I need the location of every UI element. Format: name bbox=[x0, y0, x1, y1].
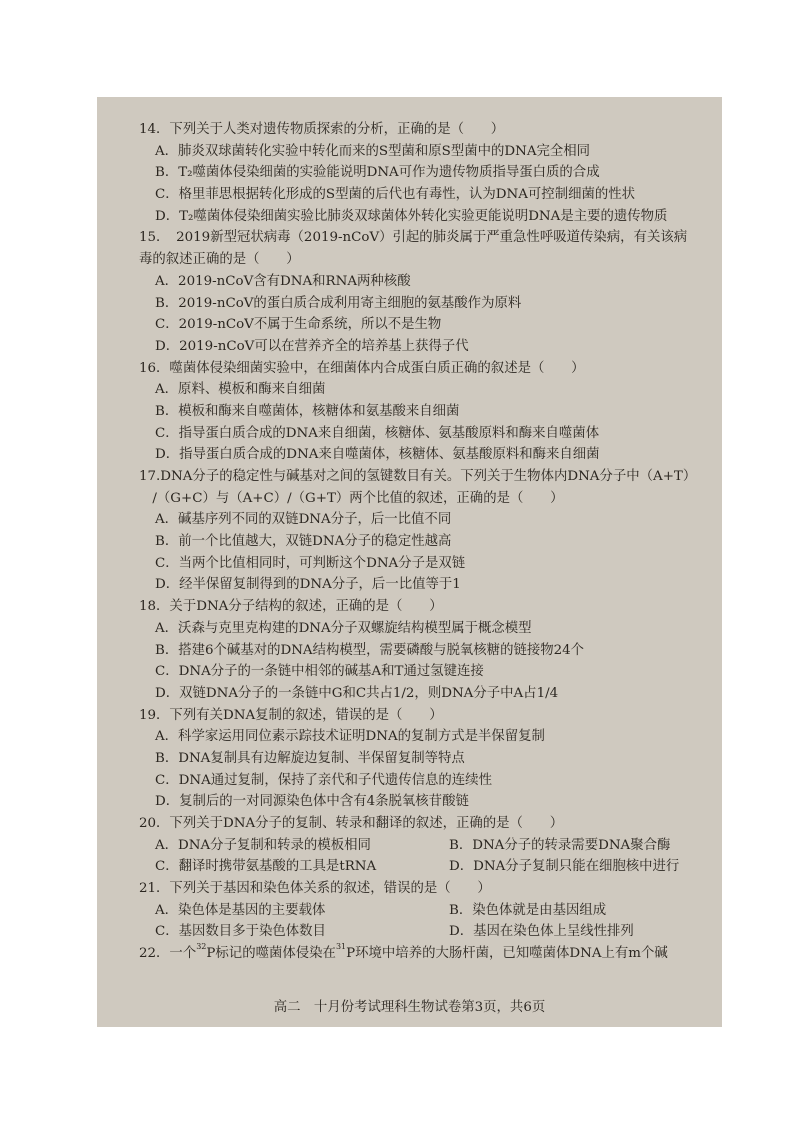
question-stem: 21．下列关于基因和染色体关系的叙述，错误的是（ ） bbox=[139, 881, 491, 897]
answer-option: B．模板和酶来自噬菌体，核糖体和氨基酸来自细菌 bbox=[155, 403, 460, 419]
q22-sup-31: 31 bbox=[335, 943, 347, 952]
answer-option: B．DNA复制具有边解旋边复制、半保留复制等特点 bbox=[155, 750, 465, 766]
answer-option-row bbox=[139, 835, 704, 857]
answer-option-row bbox=[139, 856, 704, 878]
answer-option: A．2019-nCoV含有DNA和RNA两种核酸 bbox=[155, 273, 411, 289]
answer-option: B．染色体就是由基因组成 bbox=[449, 902, 607, 918]
answer-option: A．肺炎双球菌转化实验中转化而来的S型菌和原S型菌中的DNA完全相同 bbox=[155, 143, 591, 159]
answer-option: C．基因数目多于染色体数目 bbox=[155, 924, 326, 940]
answer-option: C．当两个比值相同时，可判断这个DNA分子是双链 bbox=[155, 555, 466, 571]
answer-option: D．双链DNA分子的一条链中G和C共占1/2，则DNA分子中A占1/4 bbox=[155, 685, 559, 701]
question-stem: 18．关于DNA分子结构的叙述，正确的是（ ） bbox=[139, 599, 443, 615]
page-footer: 高二 十月份考试理科生物试卷第3页，共6页 bbox=[273, 1000, 546, 1015]
answer-option-row bbox=[139, 921, 704, 943]
answer-option: D．DNA分子复制只能在细胞核中进行 bbox=[449, 859, 680, 875]
question-stem: 毒的叙述正确的是（ ） bbox=[139, 252, 300, 268]
answer-option: C．指导蛋白质合成的DNA来自细菌，核糖体、氨基酸原料和酶来自噬菌体 bbox=[155, 425, 600, 441]
question-stem: /（G+C）与（A+C）/（G+T）两个比值的叙述，正确的是（ ） bbox=[139, 490, 564, 506]
question-stem: 20．下列关于DNA分子的复制、转录和翻译的叙述，正确的是（ ） bbox=[139, 816, 564, 831]
question-list bbox=[139, 119, 704, 943]
answer-option-row bbox=[139, 900, 704, 922]
q22-prefix: 22．一个 bbox=[139, 946, 197, 962]
exam-page bbox=[97, 97, 722, 1027]
answer-option: C．格里菲思根据转化形成的S型菌的后代也有毒性，认为DNA可控制细菌的性状 bbox=[155, 187, 636, 203]
answer-option: C．DNA通过复制，保持了亲代和子代遗传信息的连续性 bbox=[155, 772, 492, 788]
answer-option: D．指导蛋白质合成的DNA来自噬菌体，核糖体、氨基酸原料和酶来自细菌 bbox=[155, 447, 600, 463]
answer-option: A．碱基序列不同的双链DNA分子，后一比值不同 bbox=[155, 512, 452, 528]
q22-suffix: P环境中培养的大肠杆菌，已知噬菌体DNA上有m个碱 bbox=[346, 946, 668, 962]
answer-option: B．T₂噬菌体侵染细菌的实验能说明DNA可作为遗传物质指导蛋白质的合成 bbox=[155, 165, 600, 181]
answer-option: A．科学家运用同位素示踪技术证明DNA的复制方式是半保留复制 bbox=[155, 729, 545, 745]
q22-sup-32: 32 bbox=[196, 943, 207, 952]
question-stem: 19．下列有关DNA复制的叙述，错误的是（ ） bbox=[139, 707, 443, 723]
question-22 bbox=[139, 943, 704, 965]
answer-option: C．翻译时携带氨基酸的工具是tRNA bbox=[155, 859, 377, 875]
answer-option: A．原料、模板和酶来自细菌 bbox=[155, 382, 326, 398]
answer-option: D．复制后的一对同源染色体中含有4条脱氧核苷酸链 bbox=[155, 794, 469, 810]
answer-option: B．搭建6个碱基对的DNA结构模型，需要磷酸与脱氧核糖的链接物24个 bbox=[155, 642, 585, 658]
answer-option: A．DNA分子复制和转录的模板相同 bbox=[155, 837, 371, 853]
q22-mid: P标记的噬菌体侵染在 bbox=[206, 946, 336, 962]
question-stem: 16．噬菌体侵染细菌实验中，在细菌体内合成蛋白质正确的叙述是（ ） bbox=[139, 360, 585, 376]
answer-option: D．2019-nCoV可以在营养齐全的培养基上获得子代 bbox=[155, 338, 469, 354]
answer-option: C．2019-nCoV不属于生命系统，所以不是生物 bbox=[155, 317, 442, 333]
answer-option: A．沃森与克里克构建的DNA分子双螺旋结构模型属于概念模型 bbox=[155, 620, 532, 636]
answer-option: B．DNA分子的转录需要DNA聚合酶 bbox=[449, 837, 671, 853]
answer-option: D．经半保留复制得到的DNA分子，后一比值等于1 bbox=[155, 577, 461, 593]
answer-option: B．前一个比值越大，双链DNA分子的稳定性越高 bbox=[155, 534, 452, 550]
answer-option: D．T₂噬菌体侵染细菌实验比肺炎双球菌体外转化实验更能说明DNA是主要的遗传物质 bbox=[155, 208, 668, 224]
answer-option: D．基因在染色体上呈线性排列 bbox=[449, 924, 634, 940]
answer-option: A．染色体是基因的主要载体 bbox=[155, 902, 326, 918]
answer-option: C．DNA分子的一条链中相邻的碱基A和T通过氢键连接 bbox=[155, 664, 484, 680]
question-stem: 15． 2019新型冠状病毒（2019-nCoV）引起的肺炎属于严重急性呼吸道传染病，有关该病 bbox=[139, 230, 688, 246]
question-stem: 17.DNA分子的稳定性与碱基对之间的氢键数目有关。下列关于生物体内DNA分子中（A+T） bbox=[139, 469, 697, 484]
answer-option: B．2019-nCoV的蛋白质合成利用寄主细胞的氨基酸作为原料 bbox=[155, 295, 522, 311]
question-stem: 14．下列关于人类对遗传物质探索的分析，正确的是（ ） bbox=[139, 122, 505, 137]
